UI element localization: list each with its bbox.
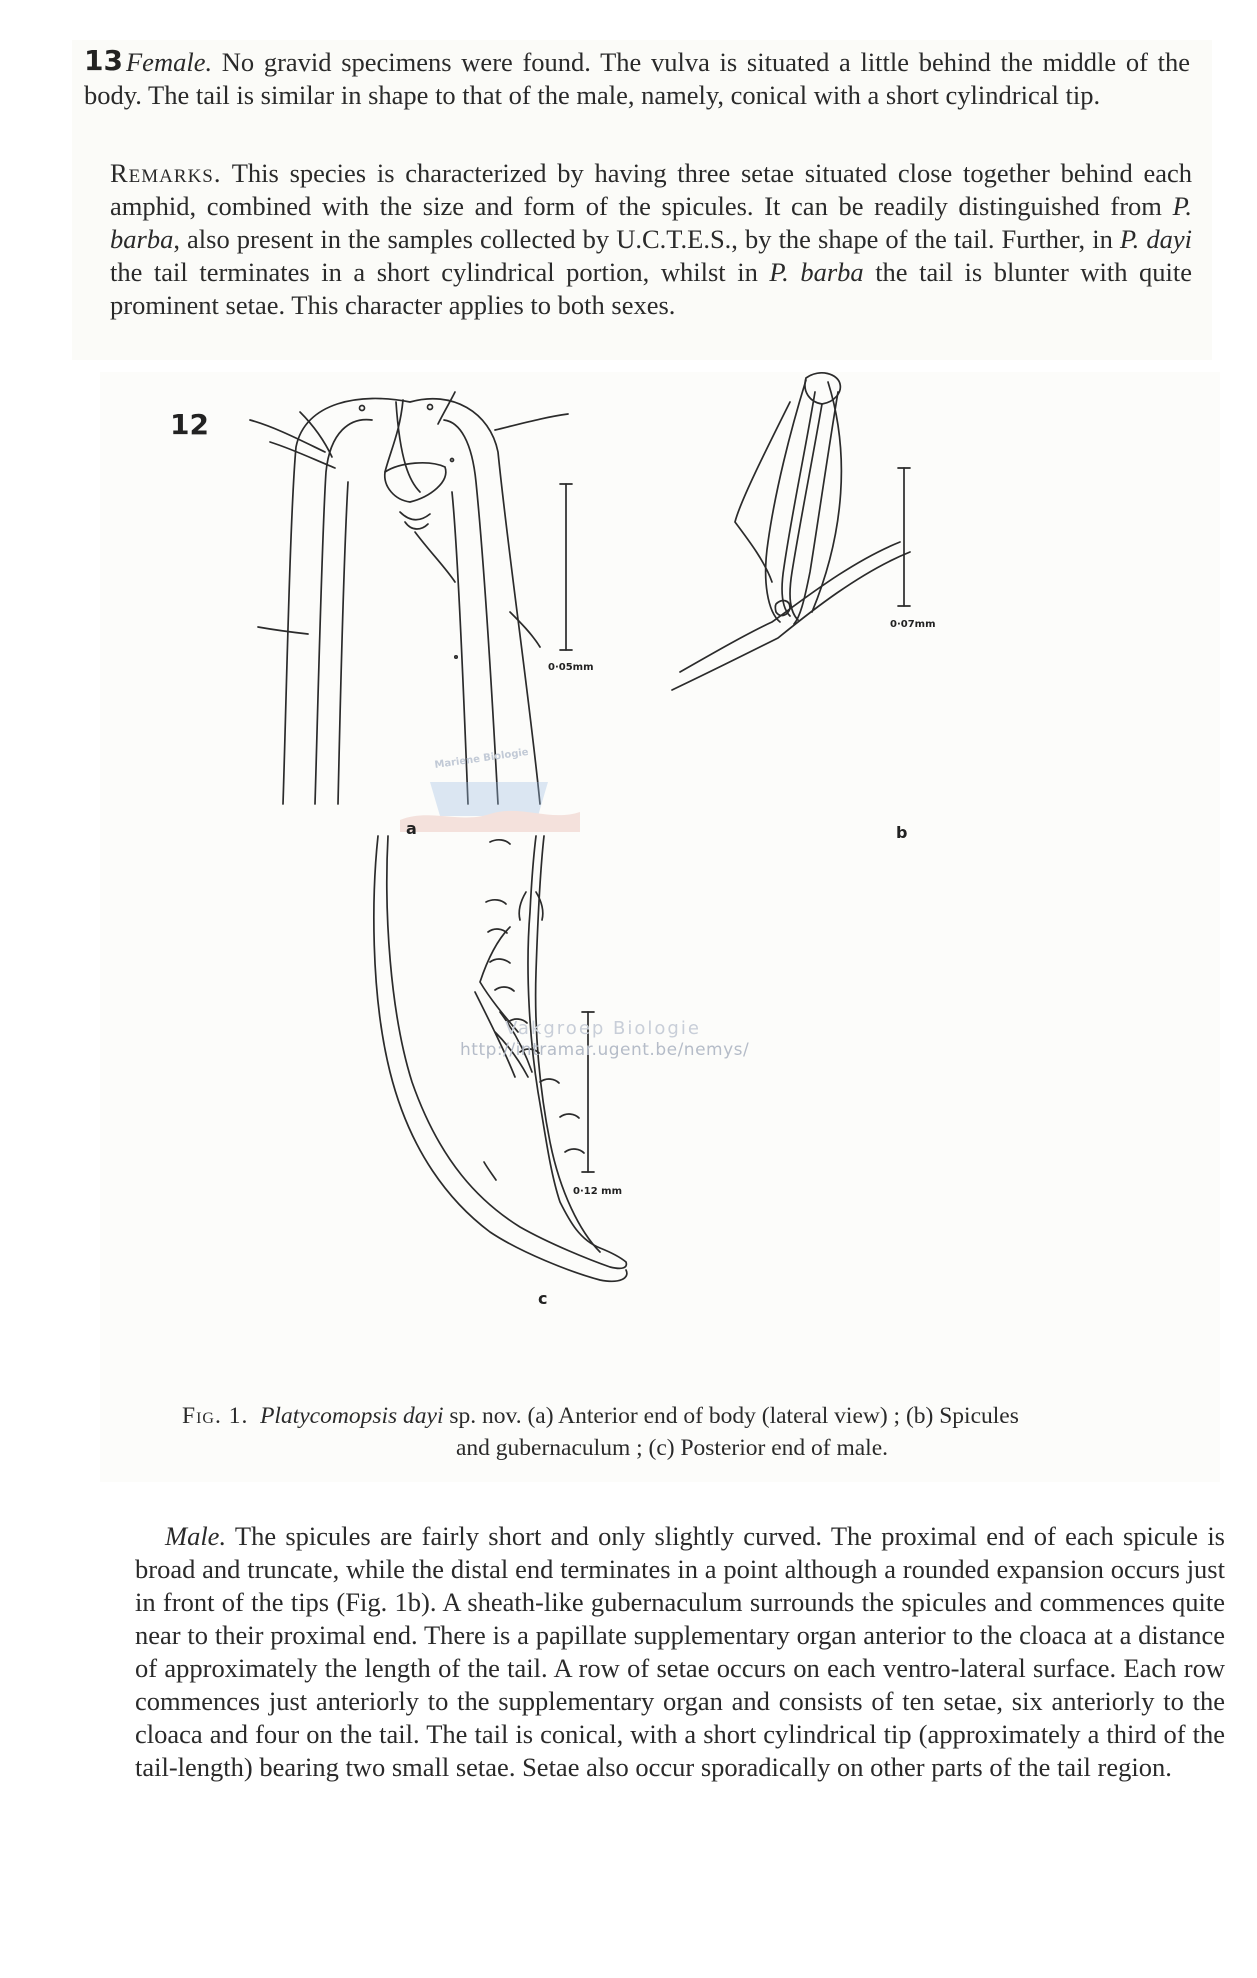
female-paragraph [84, 46, 1190, 112]
remarks-species-3: P. barba [769, 257, 864, 287]
male-heading: Male. [165, 1521, 227, 1551]
female-heading: Female. [126, 47, 213, 77]
scale-bar-b [898, 468, 910, 606]
remarks-text-1: This species is characterized by having three setae situated close together behind each amphid, combined with the size and form of the spicules. It can be readily distinguished from [110, 158, 1192, 221]
figure-drawing [100, 372, 1220, 1482]
caption-species: Platycomopsis dayi [260, 1403, 444, 1429]
watermark-url: http://intramar.ugent.be/nemys/ [460, 1040, 750, 1060]
male-paragraph [135, 1520, 1225, 1784]
panel-b-label: b [896, 823, 908, 842]
panel-a-drawing [250, 392, 568, 804]
handwritten-page-number: 13 [84, 44, 123, 77]
figure-handwritten-mark: 12 [170, 408, 209, 441]
panel-b-drawing [672, 373, 910, 690]
watermark-arc-text: Mariene Biologie [433, 746, 530, 771]
remarks-text-4: the tail is blunter with quite prominent setae. This character applies to both sexes. [110, 257, 1193, 320]
figure-caption [182, 1400, 1222, 1464]
female-text: No gravid specimens were found. The vulva is situated a little behind the middle of the body. The tail is similar in shape to that of the male, namely, conical with a short cylindrical tip. [84, 47, 1190, 110]
panel-c-label: c [538, 1289, 548, 1308]
remarks-text-2: , also present in the samples collected by U.C.T.E.S., by the shape of the tail. Further, in [173, 224, 1120, 254]
scale-b-label: 0·07mm [890, 619, 936, 630]
remarks-heading: Remarks. [110, 158, 222, 188]
caption-line1: sp. nov. (a) Anterior end of body (lateral view) ; (b) Spicules [443, 1403, 1019, 1429]
scale-c-label: 0·12 mm [573, 1186, 622, 1197]
remarks-text-3: the tail terminates in a short cylindrical portion, whilst in [110, 257, 770, 287]
watermark-logo [400, 782, 580, 832]
scale-bar-a [560, 484, 572, 650]
panel-a-label: a [406, 819, 417, 838]
remarks-species-1: P. barba [110, 191, 1192, 254]
remarks-paragraph [110, 157, 1192, 322]
remarks-species-2: P. dayi [1119, 224, 1192, 254]
watermark-brand: Vakgroep Biologie [505, 1018, 701, 1039]
caption-fig-number: Fig. 1. [182, 1403, 249, 1429]
caption-line2: and gubernaculum ; (c) Posterior end of male. [456, 1435, 888, 1461]
male-text: The spicules are fairly short and only slightly curved. The proximal end of each spicule is broad and truncate, while the distal end terminates in a point although a rounded expansion occurs just in front of the tips (Fig. 1b). A sheath-like gubernaculum surrounds the spicules and commences quite near to their proximal end. There is a papillate supplementary organ anterior to the cloaca at a distance of approximately the length of the tail. A row of setae occurs on each ventro-lateral surface. Each row commences just anteriorly to the supplementary organ and consists of ten setae, six anteriorly to the cloaca and four on the tail. The tail is conical, with a short cylindrical tip (approximately a third of the tail-length) bearing two small setae. Setae also occur sporadically on other parts of the tail region. [135, 1521, 1225, 1782]
scale-a-label: 0·05mm [548, 662, 594, 673]
